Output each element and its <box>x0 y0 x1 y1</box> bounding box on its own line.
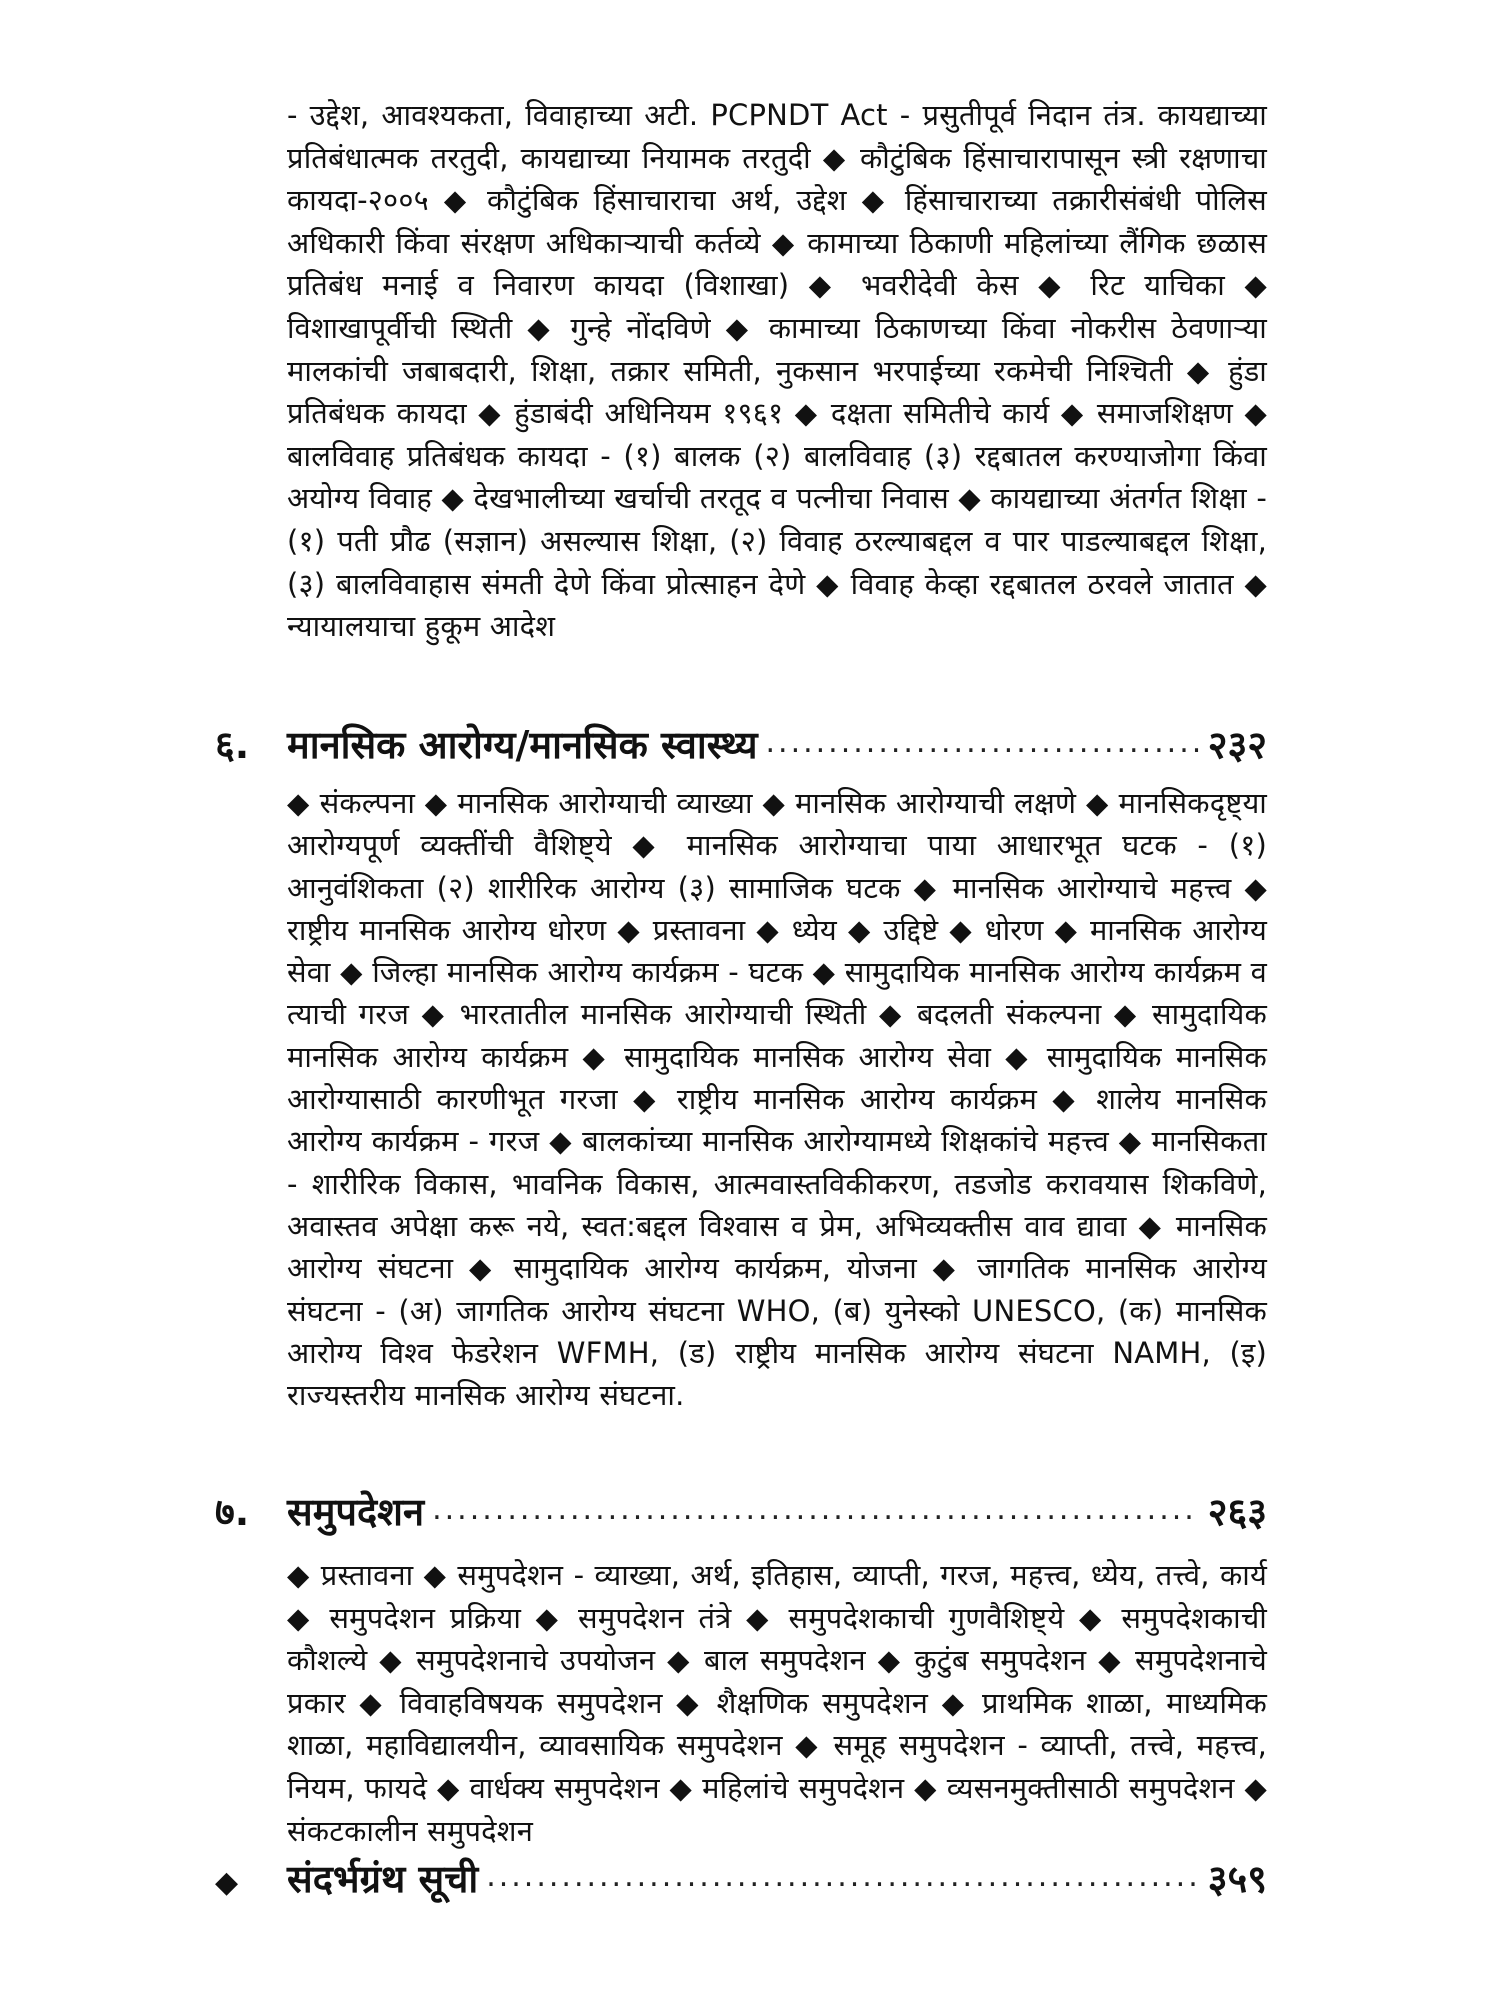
bullet-icon: ◆ <box>215 1865 239 1900</box>
chapter-7-heading[interactable] <box>215 1485 1267 1535</box>
chapter-7-contents: ◆ प्रस्तावना ◆ समुपदेशन - व्याख्या, अर्थ, इतिहास, व्याप्ती, गरज, महत्त्व, ध्येय, तत्त्वे, कार्य ◆ समुपदेशन प्रक्रिया ◆ समुपदेशन तंत्रे ◆ समुपदेशकाची गुणवैशिष्ट्ये ◆ समुपदेशकाची कौशल्ये ◆ समुपदेशनाचे उपयोजन ◆ बाल समुपदेशन ◆ कुटुंब समुपदेशन ◆ समुपदेशनाचे प्रकार ◆ विवाहविषयक समुपदेशन ◆ शैक्षणिक समुपदेशन ◆ प्राथमिक शाळा, माध्यमिक शाळा, महाविद्यालयीन, व्यावसायिक समुपदेशन ◆ समूह समुपदेशन - व्याप्ती, तत्त्वे, महत्त्व, नियम, फायदे ◆ वार्धक्य समुपदेशन ◆ महिलांचे समुपदेशन ◆ व्यसनमुक्तीसाठी समुपदेशन ◆ संकटकालीन समुपदेशन <box>287 1558 1267 1848</box>
references-title: संदर्भग्रंथ सूची <box>287 1857 479 1901</box>
references-heading[interactable] <box>215 1852 1267 1902</box>
chapter-7-number: ७. <box>215 1490 250 1534</box>
chapter-6-heading[interactable] <box>215 718 1267 768</box>
chapter-7-page-number: २६३ <box>1207 1490 1267 1534</box>
chapter-6-page-number: २३२ <box>1207 723 1267 767</box>
chapter-7-title: समुपदेशन <box>287 1490 425 1534</box>
dot-leader <box>486 1859 1200 1894</box>
chapter-6-contents: ◆ संकल्पना ◆ मानसिक आरोग्याची व्याख्या ◆ मानसिक आरोग्याची लक्षणे ◆ मानसिकदृष्ट्या आरोग्यपूर्ण व्यक्तींची वैशिष्ट्ये ◆ मानसिक आरोग्याचा पाया आधारभूत घटक - (१) आनुवंशिकता (२) शारीरिक आरोग्य (३) सामाजिक घटक ◆ मानसिक आरोग्याचे महत्त्व ◆ राष्ट्रीय मानसिक आरोग्य धोरण ◆ प्रस्तावना ◆ ध्येय ◆ उद्दिष्टे ◆ धोरण ◆ मानसिक आरोग्य सेवा ◆ जिल्हा मानसिक आरोग्य कार्यक्रम - घटक ◆ सामुदायिक मानसिक आरोग्य कार्यक्रम व त्याची गरज ◆ भारतातील मानसिक आरोग्याची स्थिती ◆ बदलती संकल्पना ◆ सामुदायिक मानसिक आरोग्य कार्यक्रम ◆ सामुदायिक मानसिक आरोग्य सेवा ◆ सामुदायिक मानसिक आरोग्यासाठी कारणीभूत गरजा ◆ राष्ट्रीय मानसिक आरोग्य कार्यक्रम ◆ शालेय मानसिक आरोग्य कार्यक्रम - गरज ◆ बालकांच्या मानसिक आरोग्यामध्ये शिक्षकांचे महत्त्व ◆ मानसिकता - शारीरिक विकास, भावनिक विकास, आत्मवास्तविकीकरण, तडजोड करावयास शिकविणे, अवास्तव अपेक्षा करू नये, स्वत:बद्दल विश्वास व प्रेम, अभिव्यक्तीस वाव द्यावा ◆ मानसिक आरोग्य संघटना ◆ सामुदायिक आरोग्य कार्यक्रम, योजना ◆ जागतिक मानसिक आरोग्य संघटना - (अ) जागतिक आरोग्य संघटना WHO, (ब) युनेस्को UNESCO, (क) मानसिक आरोग्य विश्व फेडरेशन WFMH, (ड) राष्ट्रीय मानसिक आरोग्य संघटना NAMH, (इ) राज्यस्तरीय मानसिक आरोग्य संघटना. <box>287 786 1267 1413</box>
chapter-5-contents-continued: - उद्देश, आवश्यकता, विवाहाच्या अटी. PCPNDT Act - प्रसुतीपूर्व निदान तंत्र. कायद्याच्या प्रतिबंधात्मक तरतुदी, कायद्याच्या नियामक तरतुदी ◆ कौटुंबिक हिंसाचारापासून स्त्री रक्षणाचा कायदा-२००५ ◆ कौटुंबिक हिंसाचाराचा अर्थ, उद्देश ◆ हिंसाचाराच्या तक्रारीसंबंधी पोलिस अधिकारी किंवा संरक्षण अधिकाऱ्याची कर्तव्ये ◆ कामाच्या ठिकाणी महिलांच्या लैंगिक छळास प्रतिबंध मनाई व निवारण कायदा (विशाखा) ◆ भवरीदेवी केस ◆ रिट याचिका ◆ विशाखापूर्वीची स्थिती ◆ गुन्हे नोंदविणे ◆ कामाच्या ठिकाणच्या किंवा नोकरीस ठेवणाऱ्या मालकांची जबाबदारी, शिक्षा, तक्रार समिती, नुकसान भरपाईच्या रकमेची निश्चिती ◆ हुंडा प्रतिबंधक कायदा ◆ हुंडाबंदी अधिनियम १९६१ ◆ दक्षता समितीचे कार्य ◆ समाजशिक्षण ◆ बालविवाह प्रतिबंधक कायदा - (१) बालक (२) बालविवाह (३) रद्दबातल करण्याजोगा किंवा अयोग्य विवाह ◆ देखभालीच्या खर्चाची तरतूद व पत्नीचा निवास ◆ कायद्याच्या अंतर्गत शिक्षा - (१) पती प्रौढ (सज्ञान) असल्यास शिक्षा, (२) विवाह ठरल्याबद्दल व पार पाडल्याबद्दल शिक्षा, (३) बालविवाहास संमती देणे किंवा प्रोत्साहन देणे ◆ विवाह केव्हा रद्दबातल ठरवले जातात ◆ न्यायालयाचा हुकूम आदेश <box>287 98 1267 644</box>
dot-leader <box>766 725 1200 760</box>
chapter-6-number: ६. <box>215 723 250 767</box>
chapter-6-title: मानसिक आरोग्य/मानसिक स्वास्थ्य <box>287 723 758 767</box>
dot-leader <box>432 1492 1200 1527</box>
references-page-number: ३५९ <box>1207 1857 1267 1901</box>
